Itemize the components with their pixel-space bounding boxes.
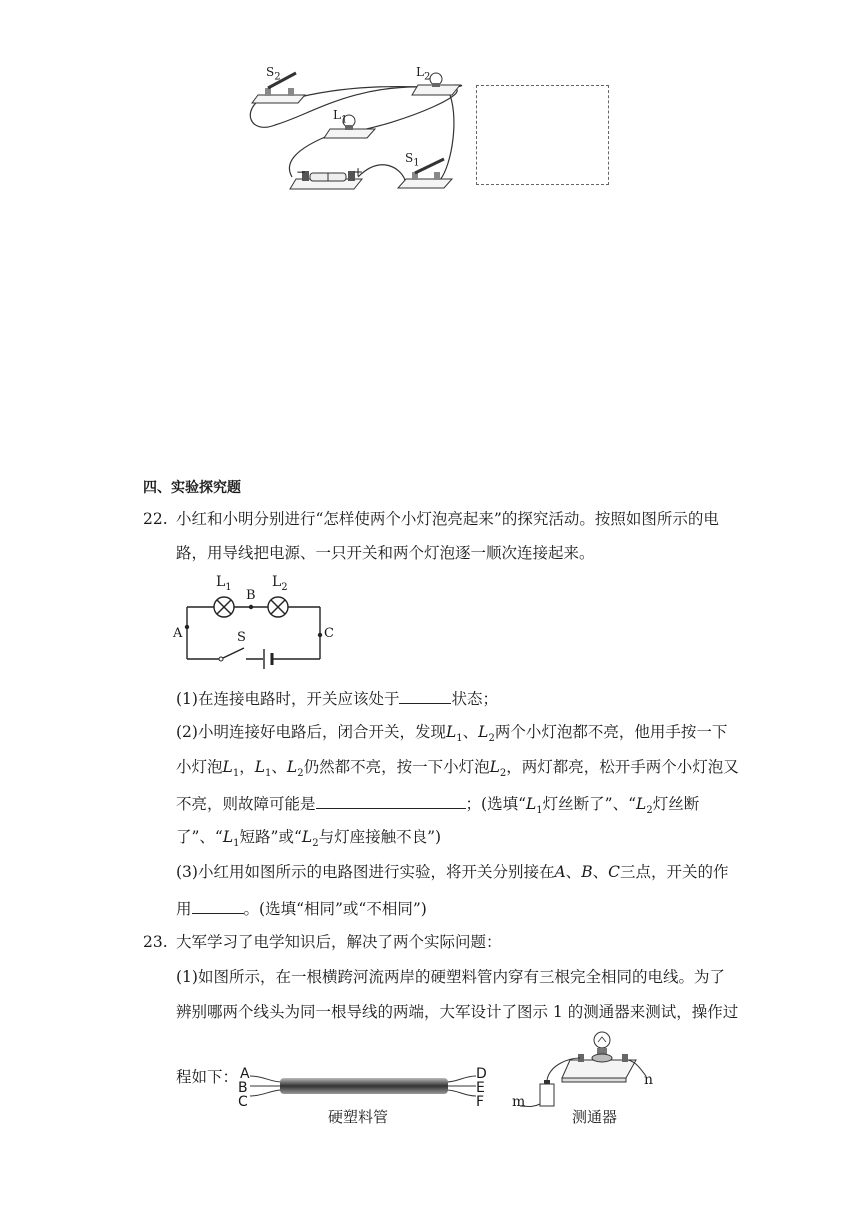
q22-part3-line2: 用 。(选填“相同”或“不相同”): [176, 900, 427, 918]
answer-blank-3[interactable]: [192, 900, 244, 914]
label-s2: $S_2$: [266, 65, 281, 83]
label-s1: $S_1$: [405, 151, 420, 169]
q23-part1-line1: (1)如图所示，在一根横跨河流两岸的硬塑料管内穿有三根完全相同的电线。为了: [176, 968, 725, 986]
q22-stem-line1: 小红和小明分别进行“怎样使两个小灯泡亮起来”的探究活动。按照如图所示的电: [176, 510, 719, 528]
schematic-label-c: C: [324, 626, 334, 641]
tube-label-a: A: [240, 1066, 250, 1082]
tube-label-f: F: [476, 1094, 485, 1110]
schematic-label-l2: $L_2$: [272, 574, 288, 593]
q22-circuit-diagram: [170, 572, 340, 672]
q22-part3-line1: (3)小红用如图所示的电路图进行实验，将开关分别接在A、B、C三点，开关的作: [176, 863, 729, 881]
label-plus: +: [353, 165, 364, 179]
q23-part1-line3: 程如下：: [176, 1068, 239, 1086]
q23-part1-line2: 辨别哪两个线头为同一根导线的两端，大军设计了图示 1 的测通器来测试，操作过: [176, 1003, 739, 1021]
label-l2: $L_2$: [416, 65, 431, 83]
tube-figure: [236, 1068, 492, 1128]
tester-label-m: m: [512, 1094, 526, 1110]
q22-stem-line2: 路，用导线把电源、一只开关和两个灯泡逐一顺次连接起来。: [176, 544, 595, 562]
tester-figure: [510, 1024, 670, 1128]
answer-blank-2[interactable]: [316, 795, 466, 809]
schematic-label-l1: $L_1$: [216, 574, 232, 593]
q22-part2-line1: (2)小明连接好电路后，闭合开关，发现$L_1$、$L_2$两个小灯泡都不亮，他用手按一下: [176, 723, 728, 745]
q23-stem: 大军学习了电学知识后，解决了两个实际问题：: [176, 933, 502, 951]
answer-drawing-box: [476, 85, 609, 185]
tester-caption: 测通器: [572, 1108, 618, 1126]
schematic-drawing: [170, 572, 340, 672]
schematic-label-b: B: [246, 588, 256, 603]
q22-number: 22.: [143, 510, 168, 528]
lamp-l1: [324, 115, 375, 138]
label-minus: −: [296, 165, 307, 179]
q22-part1: (1)在连接电路时，开关应该处于 状态；: [176, 690, 498, 708]
schematic-label-a: A: [173, 626, 183, 641]
q22-part2-line3: 不亮，则故障可能是 ；(选填“$L_1$灯丝断了”、“$L_2$灯丝断: [176, 795, 700, 817]
q22-part2-line2: 小灯泡$L_1$，$L_1$、$L_2$仍然都不亮，按一下小灯泡$L_2$，两灯都亮，松开手两个小灯泡又: [176, 758, 739, 780]
tube-label-b: B: [238, 1080, 248, 1096]
tube-label-e: E: [476, 1080, 485, 1096]
schematic-label-s: S: [237, 630, 246, 645]
answer-blank-1[interactable]: [399, 690, 451, 704]
q23-number: 23.: [143, 933, 168, 951]
tester-label-n: n: [644, 1072, 654, 1088]
tube-caption: 硬塑料管: [328, 1108, 389, 1126]
label-l1: $L_1$: [333, 108, 348, 126]
q22-part2-line4: 了”、“$L_1$短路”或“$L_2$与灯座接触不良”): [176, 828, 442, 850]
section-title: 四、实验探究题: [143, 480, 241, 496]
tube-label-c: C: [238, 1094, 248, 1110]
tube-label-d: D: [476, 1066, 487, 1082]
